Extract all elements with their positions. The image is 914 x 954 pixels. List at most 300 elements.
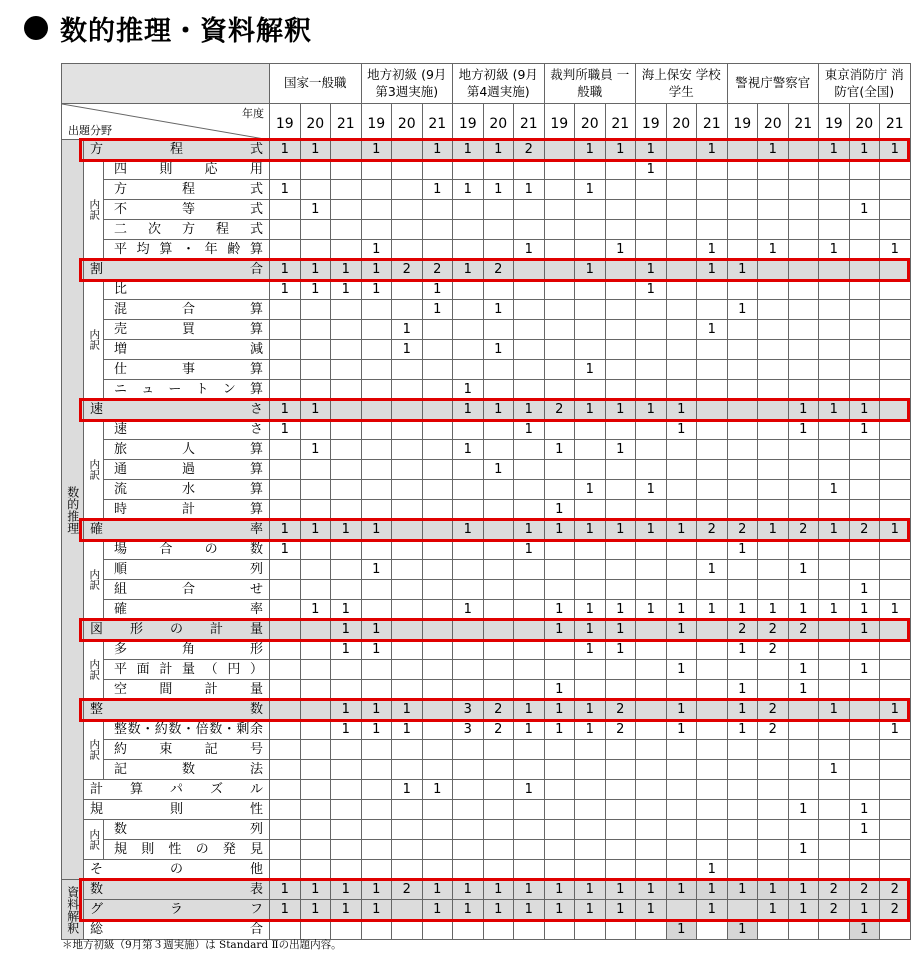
value-cell: 1: [453, 520, 484, 540]
value-cell: [636, 680, 667, 700]
value-cell: 1: [849, 800, 880, 820]
value-cell: [636, 660, 667, 680]
value-cell: [666, 640, 697, 660]
value-cell: [392, 180, 423, 200]
value-cell: [300, 480, 331, 500]
value-cell: 2: [849, 520, 880, 540]
value-cell: [392, 160, 423, 180]
value-cell: [544, 260, 575, 280]
row-label: 総 合: [84, 920, 270, 940]
value-cell: [392, 540, 423, 560]
value-cell: [300, 300, 331, 320]
value-cell: [483, 680, 514, 700]
value-cell: 1: [453, 140, 484, 160]
value-cell: 3: [453, 700, 484, 720]
value-cell: [361, 480, 392, 500]
value-cell: 2: [483, 700, 514, 720]
row-label: 混合算: [104, 300, 270, 320]
table-row: [62, 420, 911, 440]
value-cell: [300, 820, 331, 840]
value-cell: 1: [880, 700, 911, 720]
value-cell: [300, 580, 331, 600]
value-cell: [270, 160, 301, 180]
value-cell: [697, 300, 728, 320]
main-category-row: [62, 520, 911, 540]
value-cell: [697, 840, 728, 860]
row-label: 不等式: [104, 200, 270, 220]
main-category-row: [62, 140, 911, 160]
value-cell: [666, 540, 697, 560]
value-cell: [819, 180, 850, 200]
group-header: 地方初級 (9月第3週実施): [361, 64, 453, 104]
value-cell: [605, 680, 636, 700]
value-cell: [666, 200, 697, 220]
value-cell: 1: [483, 460, 514, 480]
value-cell: [819, 420, 850, 440]
value-cell: [697, 580, 728, 600]
value-cell: [483, 820, 514, 840]
value-cell: [819, 720, 850, 740]
value-cell: [788, 540, 819, 560]
value-cell: [422, 660, 453, 680]
value-cell: [361, 820, 392, 840]
value-cell: [544, 380, 575, 400]
value-cell: 1: [819, 140, 850, 160]
value-cell: [270, 200, 301, 220]
value-cell: [849, 720, 880, 740]
year-header: 19: [727, 104, 758, 140]
page-title: [24, 8, 312, 48]
value-cell: 1: [605, 400, 636, 420]
breakdown-label: 内訳: [84, 720, 104, 780]
value-cell: 2: [727, 620, 758, 640]
value-cell: 1: [636, 160, 667, 180]
value-cell: [270, 680, 301, 700]
value-cell: [727, 660, 758, 680]
value-cell: 1: [605, 440, 636, 460]
value-cell: [758, 660, 789, 680]
value-cell: 2: [880, 900, 911, 920]
value-cell: 1: [544, 880, 575, 900]
value-cell: [849, 360, 880, 380]
breakdown-label: 内訳: [84, 540, 104, 620]
value-cell: [880, 740, 911, 760]
value-cell: [331, 440, 362, 460]
value-cell: [788, 500, 819, 520]
value-cell: [361, 380, 392, 400]
value-cell: [392, 740, 423, 760]
value-cell: [300, 720, 331, 740]
value-cell: [361, 800, 392, 820]
value-cell: [788, 740, 819, 760]
value-cell: 1: [270, 420, 301, 440]
value-cell: 1: [300, 440, 331, 460]
row-label: 図形の計量: [84, 620, 270, 640]
value-cell: [514, 280, 545, 300]
value-cell: [666, 460, 697, 480]
year-header: 21: [697, 104, 728, 140]
value-cell: [880, 580, 911, 600]
category-label-data: 資料解釈: [62, 880, 84, 940]
value-cell: [758, 740, 789, 760]
value-cell: [514, 860, 545, 880]
value-cell: [575, 800, 606, 820]
value-cell: 1: [270, 540, 301, 560]
value-cell: [605, 740, 636, 760]
value-cell: [270, 740, 301, 760]
value-cell: [727, 460, 758, 480]
value-cell: [514, 340, 545, 360]
value-cell: [636, 700, 667, 720]
value-cell: 1: [514, 400, 545, 420]
value-cell: [636, 500, 667, 520]
corner-year-label: 年度: [242, 107, 264, 120]
value-cell: [727, 860, 758, 880]
row-label: 記数法: [104, 760, 270, 780]
value-cell: [331, 480, 362, 500]
value-cell: [331, 220, 362, 240]
value-cell: [666, 840, 697, 860]
value-cell: [727, 380, 758, 400]
value-cell: 2: [392, 880, 423, 900]
value-cell: [758, 280, 789, 300]
value-cell: [849, 240, 880, 260]
group-header: 警視庁警察官: [727, 64, 819, 104]
value-cell: [819, 280, 850, 300]
value-cell: [544, 640, 575, 660]
value-cell: [697, 820, 728, 840]
value-cell: [575, 420, 606, 440]
value-cell: 1: [788, 840, 819, 860]
value-cell: [819, 440, 850, 460]
table-row: [62, 500, 911, 520]
value-cell: 1: [483, 340, 514, 360]
value-cell: [666, 800, 697, 820]
value-cell: [697, 340, 728, 360]
value-cell: [880, 280, 911, 300]
value-cell: 1: [849, 140, 880, 160]
value-cell: [727, 320, 758, 340]
value-cell: [453, 500, 484, 520]
value-cell: [819, 680, 850, 700]
year-header: 19: [453, 104, 484, 140]
value-cell: 1: [849, 200, 880, 220]
value-cell: [666, 380, 697, 400]
value-cell: 1: [483, 300, 514, 320]
value-cell: [544, 840, 575, 860]
value-cell: [392, 480, 423, 500]
value-cell: [392, 760, 423, 780]
value-cell: [270, 860, 301, 880]
value-cell: [483, 920, 514, 940]
value-cell: [514, 360, 545, 380]
value-cell: 1: [880, 520, 911, 540]
value-cell: [788, 640, 819, 660]
value-cell: [483, 320, 514, 340]
value-cell: [514, 800, 545, 820]
table-row: [62, 580, 911, 600]
table-row: [62, 640, 911, 660]
value-cell: 1: [788, 680, 819, 700]
value-cell: [422, 620, 453, 640]
value-cell: [788, 700, 819, 720]
value-cell: [331, 680, 362, 700]
value-cell: [514, 440, 545, 460]
value-cell: [422, 380, 453, 400]
value-cell: [788, 460, 819, 480]
value-cell: [880, 540, 911, 560]
value-cell: [666, 300, 697, 320]
header-blank: [62, 64, 270, 104]
value-cell: [483, 280, 514, 300]
value-cell: [880, 300, 911, 320]
value-cell: [544, 760, 575, 780]
value-cell: 1: [514, 880, 545, 900]
value-cell: 3: [453, 720, 484, 740]
value-cell: [331, 860, 362, 880]
value-cell: 1: [788, 400, 819, 420]
value-cell: 1: [544, 720, 575, 740]
table-row: [62, 480, 911, 500]
value-cell: [575, 840, 606, 860]
value-cell: [727, 180, 758, 200]
value-cell: 2: [788, 520, 819, 540]
value-cell: 1: [575, 180, 606, 200]
value-cell: 1: [727, 920, 758, 940]
value-cell: [819, 820, 850, 840]
value-cell: 1: [483, 400, 514, 420]
row-label: 通過算: [104, 460, 270, 480]
value-cell: [697, 780, 728, 800]
value-cell: 2: [819, 900, 850, 920]
value-cell: [758, 920, 789, 940]
value-cell: [727, 500, 758, 520]
year-header: 19: [270, 104, 301, 140]
year-header: 21: [331, 104, 362, 140]
value-cell: [788, 140, 819, 160]
value-cell: 2: [605, 720, 636, 740]
value-cell: 1: [758, 600, 789, 620]
value-cell: [453, 580, 484, 600]
value-cell: [331, 540, 362, 560]
value-cell: 1: [880, 140, 911, 160]
value-cell: [270, 700, 301, 720]
value-cell: [880, 840, 911, 860]
value-cell: [453, 860, 484, 880]
value-cell: [788, 280, 819, 300]
value-cell: [636, 360, 667, 380]
value-cell: [514, 640, 545, 660]
value-cell: [819, 780, 850, 800]
value-cell: [849, 540, 880, 560]
table-row: [62, 380, 911, 400]
value-cell: [666, 500, 697, 520]
value-cell: [514, 480, 545, 500]
value-cell: 1: [788, 420, 819, 440]
value-cell: 2: [483, 260, 514, 280]
value-cell: 1: [849, 920, 880, 940]
value-cell: [758, 380, 789, 400]
value-cell: [331, 340, 362, 360]
value-cell: 1: [544, 520, 575, 540]
value-cell: 1: [361, 280, 392, 300]
value-cell: [300, 660, 331, 680]
value-cell: [453, 620, 484, 640]
value-cell: [758, 460, 789, 480]
value-cell: 1: [575, 140, 606, 160]
value-cell: [270, 720, 301, 740]
value-cell: [819, 220, 850, 240]
value-cell: [361, 300, 392, 320]
value-cell: [575, 440, 606, 460]
value-cell: 1: [331, 520, 362, 540]
value-cell: [544, 420, 575, 440]
value-cell: [483, 480, 514, 500]
value-cell: [605, 460, 636, 480]
value-cell: [880, 760, 911, 780]
value-cell: 1: [514, 900, 545, 920]
value-cell: [636, 420, 667, 440]
corner-cell: [62, 104, 270, 140]
table-row: [62, 820, 911, 840]
value-cell: [758, 860, 789, 880]
value-cell: [788, 380, 819, 400]
value-cell: [453, 840, 484, 860]
value-cell: [392, 520, 423, 540]
value-cell: [361, 180, 392, 200]
row-label: 仕事算: [104, 360, 270, 380]
value-cell: 1: [575, 520, 606, 540]
main-category-row: [62, 400, 911, 420]
group-header: 海上保安 学校学生: [636, 64, 728, 104]
value-cell: [300, 460, 331, 480]
value-cell: [270, 460, 301, 480]
value-cell: [453, 760, 484, 780]
value-cell: [483, 600, 514, 620]
value-cell: 1: [270, 180, 301, 200]
value-cell: [666, 580, 697, 600]
value-cell: [514, 760, 545, 780]
value-cell: 1: [727, 640, 758, 660]
row-label: 整数・約数・倍数・剰余: [104, 720, 270, 740]
year-header: 20: [300, 104, 331, 140]
value-cell: 1: [453, 260, 484, 280]
value-cell: [300, 220, 331, 240]
value-cell: [849, 760, 880, 780]
value-cell: 1: [575, 600, 606, 620]
value-cell: [331, 240, 362, 260]
value-cell: [605, 420, 636, 440]
value-cell: [788, 720, 819, 740]
value-cell: [544, 220, 575, 240]
value-cell: [361, 340, 392, 360]
value-cell: [697, 400, 728, 420]
value-cell: 1: [544, 700, 575, 720]
value-cell: [544, 200, 575, 220]
value-cell: [727, 280, 758, 300]
value-cell: [758, 760, 789, 780]
value-cell: [575, 780, 606, 800]
value-cell: [849, 780, 880, 800]
value-cell: [544, 180, 575, 200]
row-label: 計算パズル: [84, 780, 270, 800]
value-cell: [758, 260, 789, 280]
value-cell: [636, 300, 667, 320]
value-cell: [331, 760, 362, 780]
value-cell: 1: [849, 580, 880, 600]
breakdown-label: 内訳: [84, 160, 104, 260]
value-cell: [727, 740, 758, 760]
value-cell: [544, 860, 575, 880]
row-label: 方 程 式: [84, 140, 270, 160]
year-header: 20: [666, 104, 697, 140]
value-cell: [575, 280, 606, 300]
value-cell: 1: [636, 880, 667, 900]
footnote: ＊地方初級（9月第３週実施）は Standard Ⅱの出題内容。: [62, 939, 342, 951]
value-cell: 1: [392, 780, 423, 800]
value-cell: [331, 400, 362, 420]
value-cell: 1: [788, 880, 819, 900]
value-cell: [727, 360, 758, 380]
value-cell: [880, 320, 911, 340]
value-cell: [727, 400, 758, 420]
value-cell: [453, 340, 484, 360]
value-cell: [605, 540, 636, 560]
value-cell: [575, 340, 606, 360]
value-cell: [514, 260, 545, 280]
value-cell: [697, 360, 728, 380]
value-cell: [788, 160, 819, 180]
table-row: [62, 440, 911, 460]
value-cell: [819, 740, 850, 760]
value-cell: 1: [666, 880, 697, 900]
value-cell: [788, 240, 819, 260]
row-label: 平面計量（円）: [104, 660, 270, 680]
value-cell: [666, 820, 697, 840]
value-cell: [453, 240, 484, 260]
value-cell: 1: [666, 520, 697, 540]
value-cell: [849, 640, 880, 660]
value-cell: 1: [575, 900, 606, 920]
value-cell: [331, 140, 362, 160]
value-cell: 1: [788, 660, 819, 680]
value-cell: [392, 800, 423, 820]
value-cell: [788, 920, 819, 940]
value-cell: [849, 840, 880, 860]
value-cell: [880, 620, 911, 640]
value-cell: 1: [727, 300, 758, 320]
value-cell: [605, 300, 636, 320]
value-cell: 1: [788, 560, 819, 580]
value-cell: 1: [300, 260, 331, 280]
value-cell: 1: [453, 440, 484, 460]
value-cell: 2: [758, 640, 789, 660]
value-cell: [422, 440, 453, 460]
value-cell: [819, 500, 850, 520]
value-cell: [331, 820, 362, 840]
value-cell: [514, 300, 545, 320]
value-cell: [422, 920, 453, 940]
year-header: 19: [819, 104, 850, 140]
value-cell: [270, 380, 301, 400]
value-cell: 1: [636, 140, 667, 160]
value-cell: 1: [575, 700, 606, 720]
table-row: [62, 280, 911, 300]
value-cell: [636, 460, 667, 480]
value-cell: 1: [514, 240, 545, 260]
value-cell: [636, 640, 667, 660]
value-cell: [453, 320, 484, 340]
